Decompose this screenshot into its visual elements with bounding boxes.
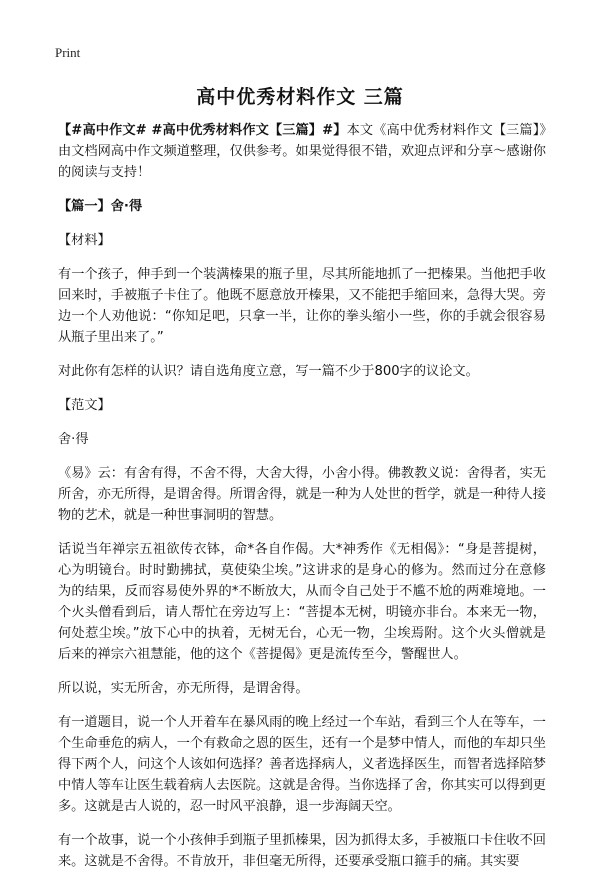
material-text: 有一个孩子，伸手到一个装满榛果的瓶子里，尽其所能地抓了一把榛果。当他把手收回来时，手被瓶子卡住了。他既不愿意放开榛果，又不能把手缩回来，急得大哭。旁边一个人劝他说：“你知足吧，只拿一半，让你的拳头缩小一些，你的手就会很容易从瓶子里出来了。” (58, 267, 546, 345)
intro-paragraph (58, 120, 546, 183)
essay-paragraph-1: 《易》云：有舍有得，不舍不得，大舍大得，小舍小得。佛教教义说：舍得者，实无所舍，亦无所得，是谓舍得。所谓舍得，就是一种为人处世的哲学，就是一种待人接物的艺术，就是一种世事洞明的智慧。 (58, 466, 546, 523)
article-body (58, 120, 546, 872)
intro-text: 本文《高中优秀材料作文【三篇】》由文档网高中作文频道整理，仅供参考。如果觉得很不错，欢迎点评和分享～感谢你的阅读与支持！ (58, 123, 546, 180)
essay-paragraph-3: 所以说，实无所舍，亦无所得，是谓舍得。 (58, 681, 309, 696)
essay-title: 舍·得 (58, 432, 89, 447)
intro-tags: 【#高中作文# #高中优秀材料作文【三篇】#】 (58, 123, 347, 138)
material-label: 【材料】 (58, 233, 111, 248)
essay-paragraph-4: 有一道题目，说一个人开着车在暴风雨的晚上经过一个车站，看到三个人在等车，一个生命垂危的病人，一个有救命之恩的医生，还有一个是梦中情人，而他的车却只坐得下两个人，问这个人该如何选择？善者选择病人，义者选择医生，而智者选择陪梦中情人等车让医生载着病人去医院。这就是舍得。当你选择了舍，你其实可以得到更多。这就是古人说的，忍一时风平浪静，退一步海阔天空。 (58, 715, 546, 814)
page-title: 高中优秀材料作文 三篇 (196, 86, 404, 108)
essay-label: 【范文】 (58, 398, 111, 413)
essay-paragraph-2: 话说当年禅宗五祖欲传衣钵，命*各自作偈。大*神秀作《无相偈》：“身是菩提树，心为明镜台。时时勤拂拭，莫使染尘埃。”这讲求的是身心的修为。然而过分在意修为的结果，反而容易使外界的*不断放大，从而令自己处于不尴不尬的两难境地。一个火头僧看到后，请人帮忙在旁边写上：“菩提本无树，明镜亦非台。本来无一物，何处惹尘埃。”放下心中的执着，无树无台，心无一物，尘埃焉附。这个火头僧就是后来的禅宗六祖慧能，他的这个《菩提偈》更是流传至今，警醒世人。 (58, 542, 546, 662)
essay-paragraph-5: 有一个故事，说一个小孩伸手到瓶子里抓榛果，因为抓得太多，手被瓶口卡住收不回来。这就是不舍得。不肯放开，非但毫无所得，还要承受瓶口箍手的痛。其实要 (58, 833, 546, 869)
section-heading: 【篇一】舍·得 (58, 199, 143, 214)
essay-prompt: 对此你有怎样的认识？请自选角度立意，写一篇不少于800字的议论文。 (58, 364, 479, 379)
print-label: Print (55, 45, 81, 60)
